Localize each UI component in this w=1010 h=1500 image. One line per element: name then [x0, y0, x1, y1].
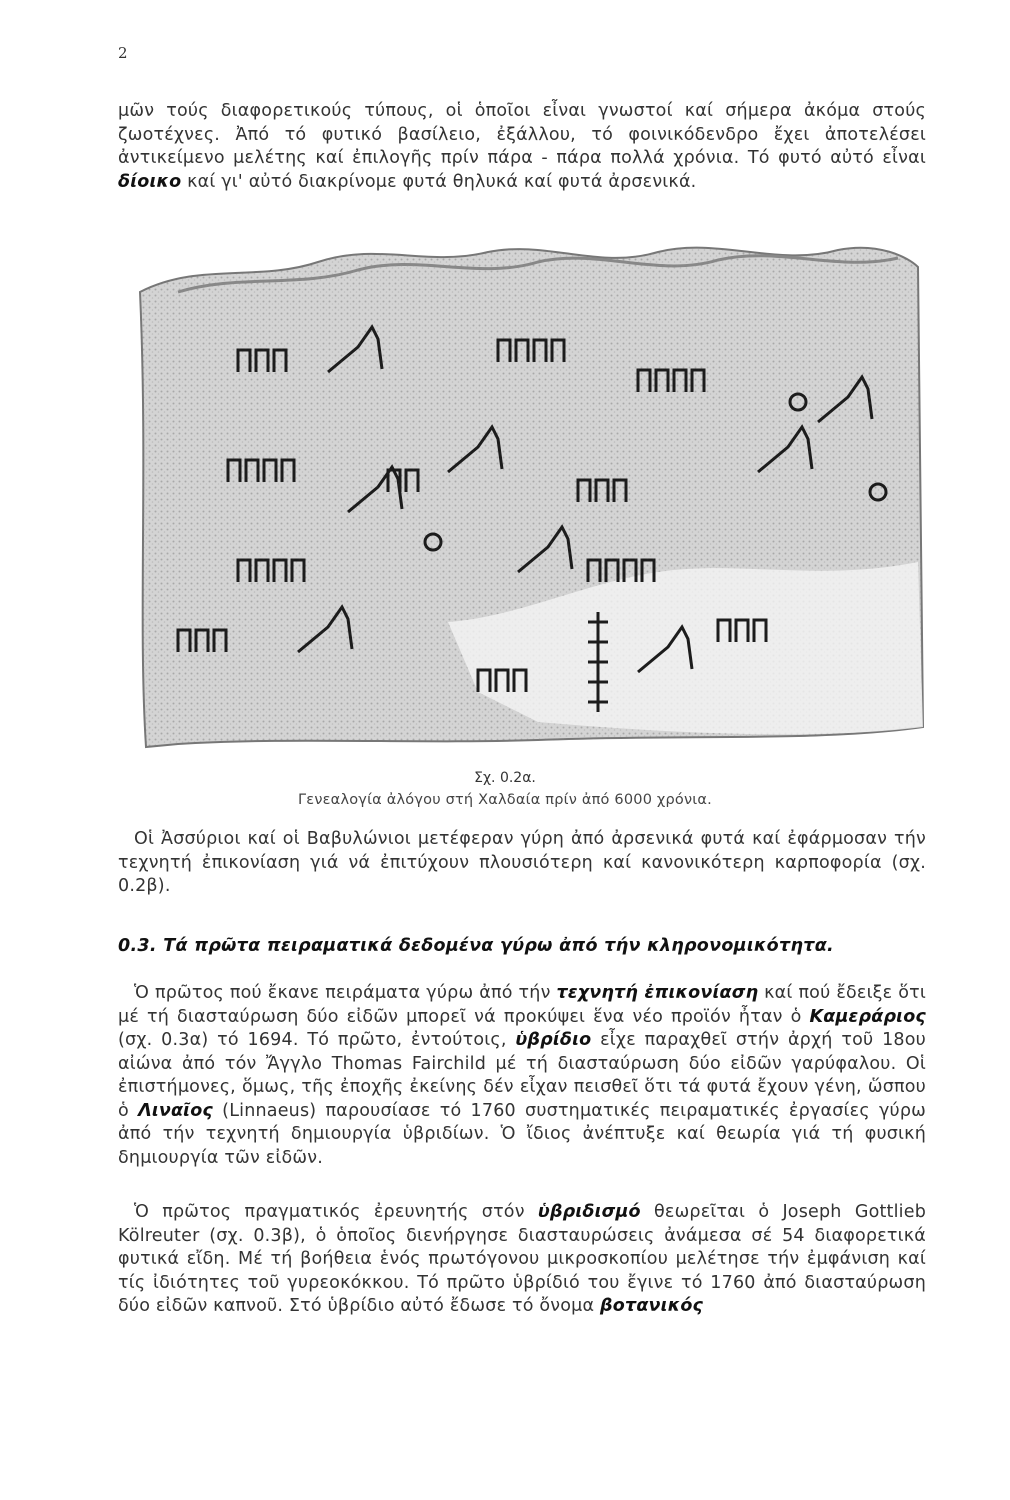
page-number: 2 [118, 44, 128, 62]
intro-text: μῶν τούς διαφορετικούς τύπους, οἱ ὁποῖοι εἶναι γνωστοί καί σήμερα ἀκόμα στούς ζωοτέχνες. Ἀπό τό φυτικό βασίλειο, ἐξάλλου, τό φοινικόδενδρο ἔχει ἀποτελέσει ἀντικείμενο μελέτης καί ἐπιλογῆς πρίν πάρα - πάρα πολλά χρόνια. Τό φυτό αὐτό εἶναι [118, 101, 926, 168]
figure-label: Σχ. 0.2α. [474, 770, 536, 786]
stone-tablet-illustration [118, 222, 926, 762]
term-camerarius: Καμεράριος [809, 1006, 926, 1027]
camerarius-text-4: εἶχε παραχθεῖ στήν ἀρχή τοῦ 18ου αἰώνα ἀπό τόν Ἄγγλο Thomas Fairchild μέ τή διασταύρωση δύο εἰδῶν γαρύφαλου. Οἱ ἐπιστήμονες, ὅμως, τῆς ἐποχῆς ἐκείνης δέν εἶχαν πεισθεῖ ὅτι τά φυτά ἔχουν γένη, ὥσπου ὁ [118, 1030, 926, 1121]
intro-paragraph [118, 100, 926, 194]
section-heading: 0.3. Τά πρῶτα πειραματικά δεδομένα γύρω ἀπό τήν κληρονομικότητα. [118, 936, 834, 956]
camerarius-text-2: καί πού ἔδειξε ὅτι μέ τή διασταύρωση δύο εἰδῶν μπορεῖ νά προκύψει ἕνα νέο προϊόν ἦταν ὁ [118, 983, 926, 1027]
assyrians-paragraph: Οἱ Ἀσσύριοι καί οἱ Βαβυλώνιοι μετέφεραν γύρη ἀπό ἀρσενικά φυτά καί ἐφάρμοσαν τήν τεχνητή ἐπικονίαση γιά νά ἐπιτύχουν πλουσιότερη καί κανονικότερη καρποφορία (σχ. 0.2β). [118, 829, 926, 896]
koelreuter-paragraph [118, 1201, 926, 1319]
term-linnaeus: Λιναῖος [138, 1100, 213, 1121]
figure-caption: Γενεαλογία ἀλόγου στή Χαλδαία πρίν ἀπό 6000 χρόνια. [298, 792, 712, 808]
term-botanical: βοτανικός [600, 1296, 704, 1316]
term-dioiko: δίοικο [118, 171, 182, 192]
term-artificial-pollination: τεχνητή ἐπικονίαση [556, 983, 759, 1003]
camerarius-text-5: (Linnaeus) παρουσίασε τό 1760 συστηματικές πειραματικές ἐργασίες γύρω ἀπό τήν τεχνητή δημιουργία ὑβριδίων. Ὁ ἴδιος ἀνέπτυξε καί θεωρία γιά τή φυσική δημιουργία τῶν εἰδῶν. [118, 1100, 927, 1168]
term-hybridization: ὑβριδισμό [537, 1202, 641, 1222]
koelreuter-text-2: θεωρεῖται ὁ Joseph Gottlieb Kölreuter (σχ. 0.3β), ὁ ὁποῖος διενήργησε διασταυρώσεις ἀνάμεσα σέ 54 διαφορετικά φυτικά εἴδη. Μέ τή βοήθεια ἑνός πρωτόγονου μικροσκοπίου μελέτησε τήν ἐμφάνιση καί τίς ἰδιότητες τοῦ γυρεοκόκκου. Τό πρῶτο ὑβρίδιό του ἔγινε τό 1760 ἀπό διασταύρωση δύο εἰδῶν καπνοῦ. Στό ὑβρίδιο αὐτό ἔδωσε τό ὄνομα [118, 1202, 927, 1316]
horse-genealogy-figure [118, 222, 926, 762]
term-hybrid: ὑβρίδιο [515, 1030, 592, 1050]
camerarius-text-1: Ὁ πρῶτος πού ἔκανε πειράματα γύρω ἀπό τήν [134, 983, 557, 1003]
camerarius-text-3: (σχ. 0.3α) τό 1694. Τό πρῶτο, ἐντούτοις, [118, 1030, 516, 1050]
intro-text-after: καί γι' αὐτό διακρίνομε φυτά θηλυκά καί φυτά ἀρσενικά. [181, 171, 697, 192]
camerarius-paragraph [118, 982, 926, 1170]
koelreuter-text-1: Ὁ πρῶτος πραγματικός ἐρευνητής στόν [134, 1202, 538, 1222]
